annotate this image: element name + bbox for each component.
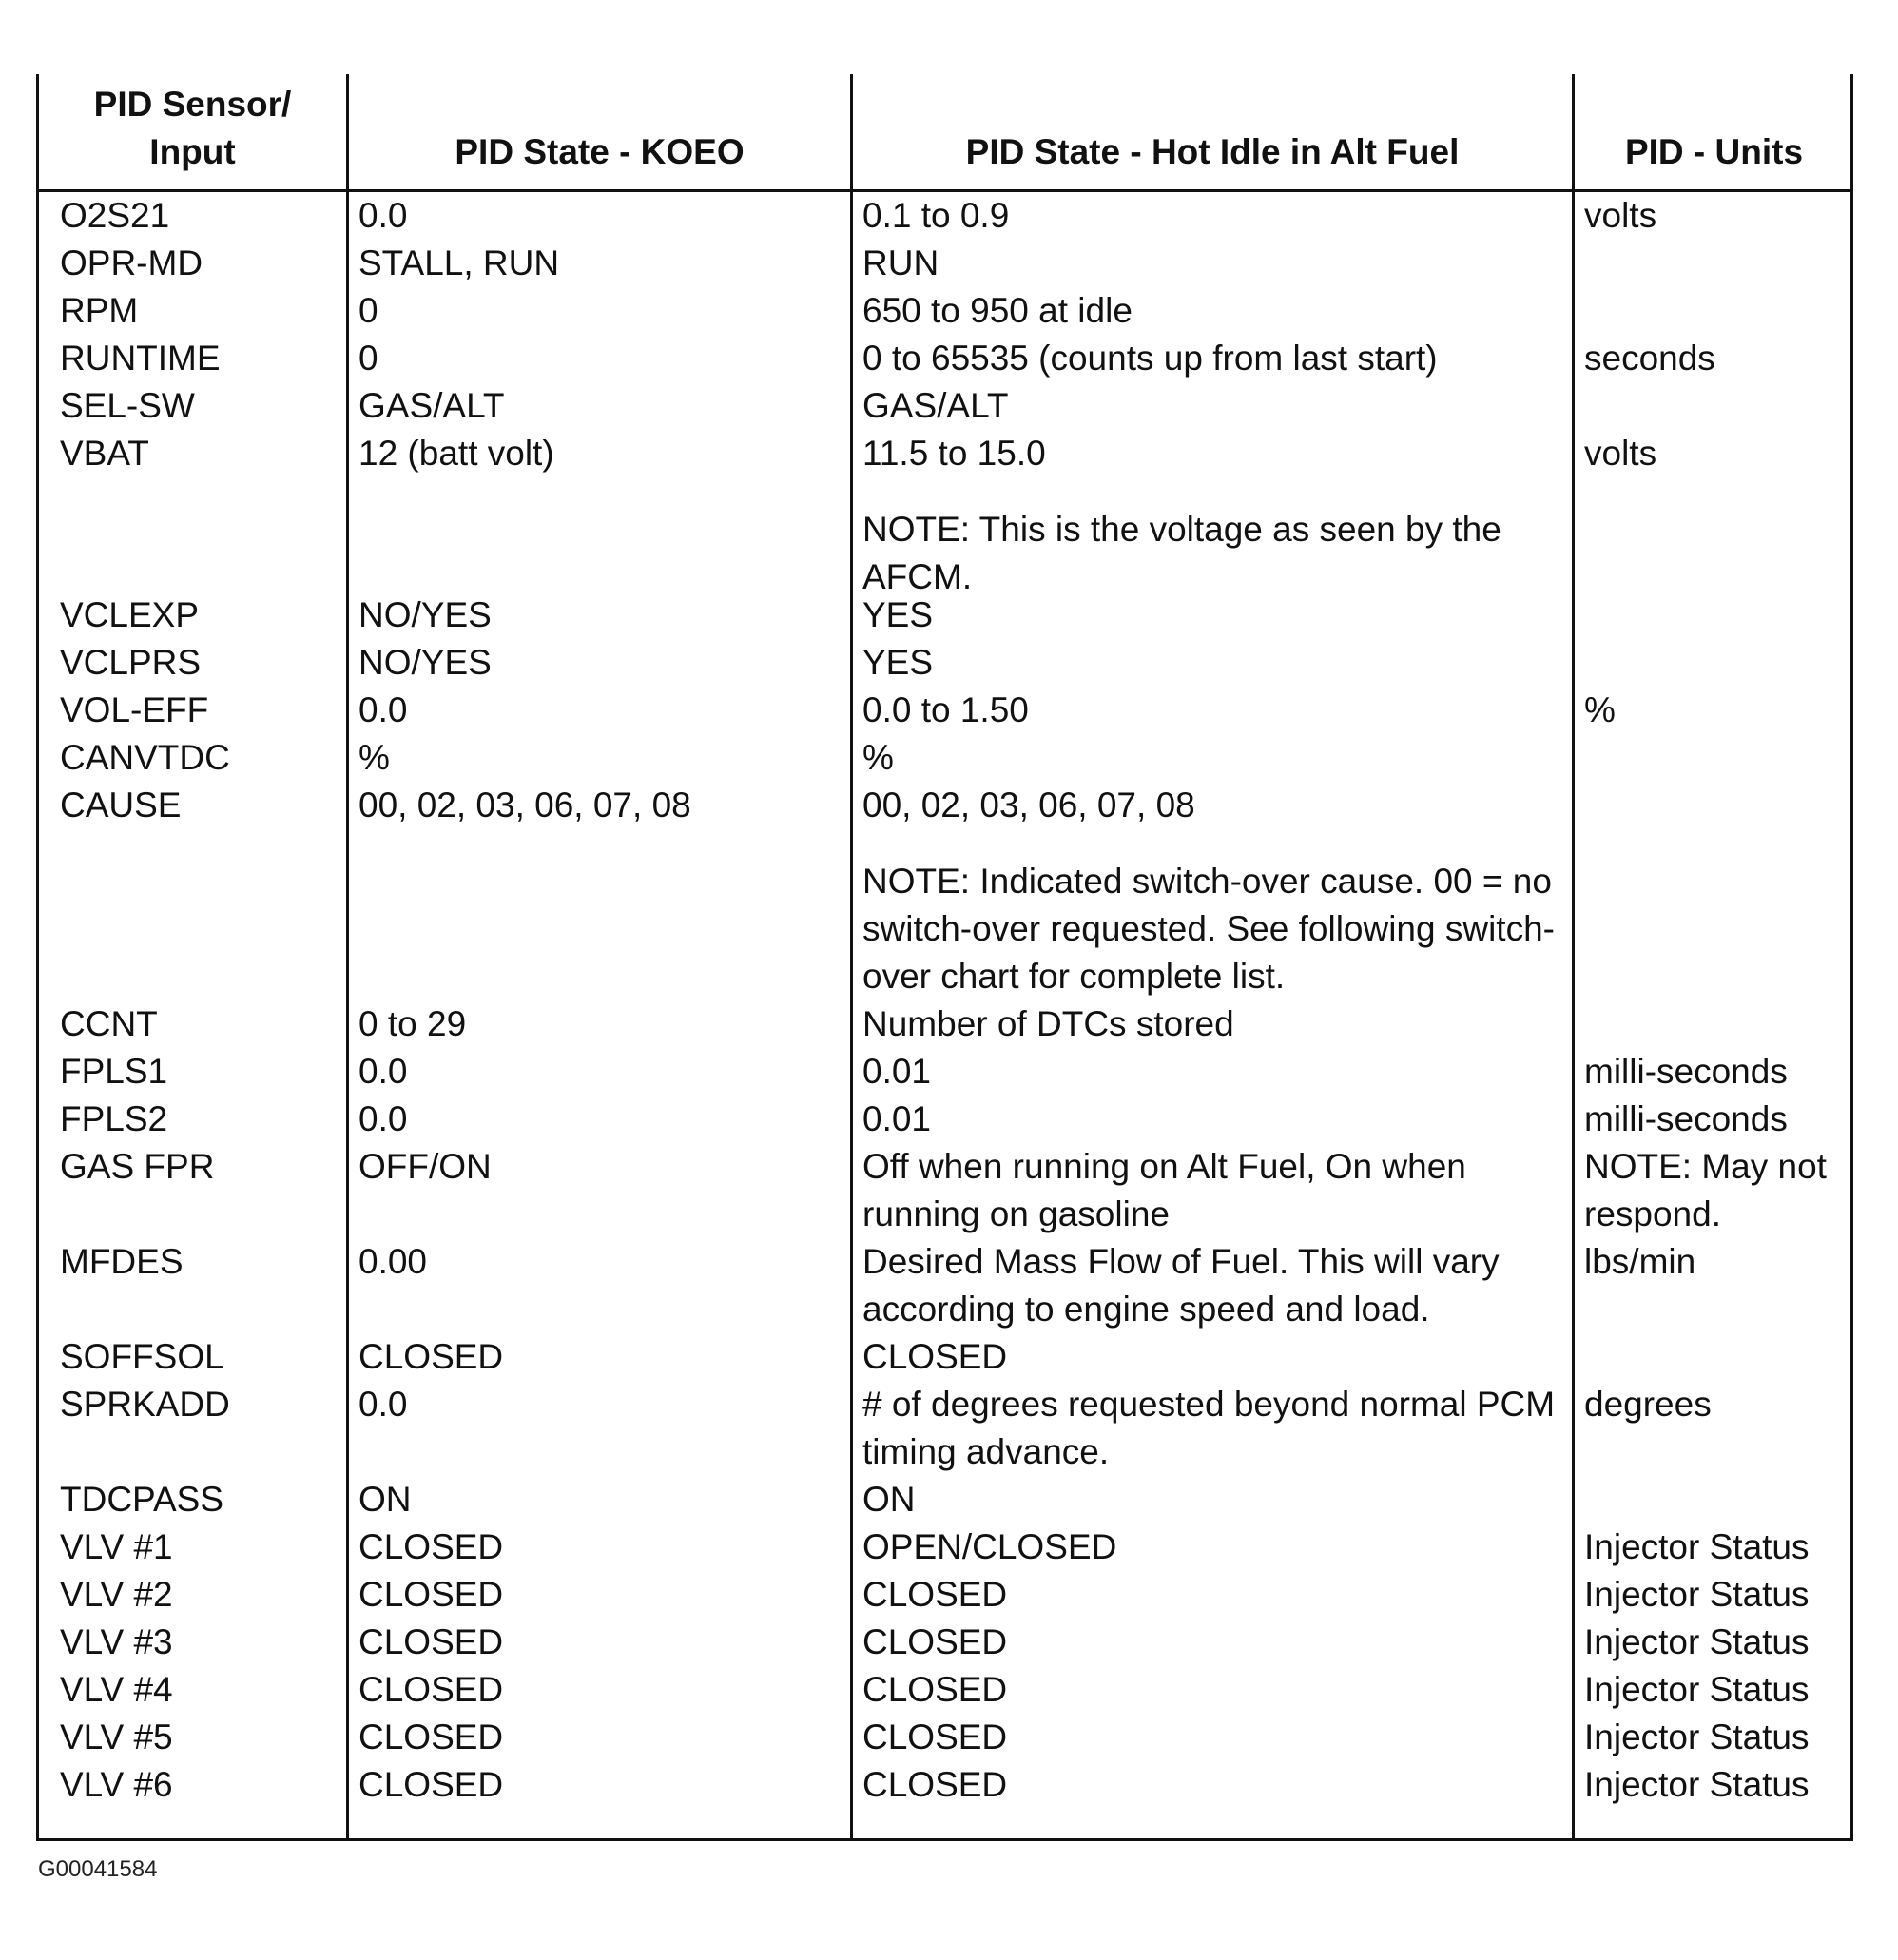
koeo-state-cell: 0.0 (358, 690, 408, 729)
hot-idle-state-cell: CLOSED (862, 1670, 1008, 1709)
pid-cell: VLV #3 (60, 1622, 173, 1661)
units-cell: milli-seconds (1584, 1099, 1788, 1138)
koeo-state-cell: 0.0 (358, 1099, 408, 1138)
pid-cell: SEL-SW (60, 386, 195, 425)
header-pid-state-koeo: PID State - KOEO (455, 132, 745, 171)
pid-cell: VBAT (60, 434, 149, 473)
units-cell: volts (1584, 196, 1657, 235)
koeo-state-cell: OFF/ON (358, 1147, 492, 1186)
hot-idle-state-cell: OPEN/CLOSED (862, 1527, 1117, 1566)
figure-id: G00041584 (38, 1856, 158, 1882)
pid-cell: FPLS2 (60, 1099, 168, 1138)
hot-idle-state-cell: ON (862, 1480, 916, 1519)
hot-idle-state-cell: YES (862, 595, 934, 634)
hot-idle-state-cell: Number of DTCs stored (862, 1004, 1234, 1043)
pid-cell: TDCPASS (60, 1480, 224, 1519)
koeo-state-cell: 0.00 (358, 1242, 428, 1281)
hot-idle-state-cell: 0.01 (862, 1052, 932, 1091)
hot-idle-state-cell: Desired Mass Flow of Fuel. This will vary according to engine speed and load. (862, 1242, 1509, 1329)
pid-cell: MFDES (60, 1242, 184, 1281)
koeo-state-cell: CLOSED (358, 1527, 504, 1566)
koeo-state-cell: 0.0 (358, 1385, 408, 1424)
units-cell: seconds (1584, 339, 1715, 378)
pid-cell: O2S21 (60, 196, 170, 235)
hot-idle-state-cell: CLOSED (862, 1575, 1008, 1614)
hot-idle-state-cell: 0.1 to 0.9 (862, 196, 1010, 235)
pid-cell: VLV #4 (60, 1670, 173, 1709)
pid-cell: CANVTDC (60, 738, 230, 777)
koeo-state-cell: 0.0 (358, 196, 408, 235)
hot-idle-state-cell: RUN (862, 243, 939, 282)
pid-cell: SOFFSOL (60, 1337, 224, 1376)
header-pid-sensor-line1: PID Sensor/ (93, 85, 292, 124)
hot-idle-state-cell: YES (862, 643, 934, 682)
hot-idle-state-cell: CLOSED (862, 1337, 1008, 1376)
pid-cell: VLV #5 (60, 1717, 173, 1756)
table-body (39, 192, 1850, 1838)
hot-idle-state-cell: Off when running on Alt Fuel, On when running on gasoline (862, 1147, 1477, 1233)
pid-cell: RUNTIME (60, 339, 221, 378)
header-pid-sensor-line2: Input (149, 132, 236, 171)
koeo-state-cell: NO/YES (358, 595, 492, 634)
koeo-state-cell: 00, 02, 03, 06, 07, 08 (358, 786, 691, 825)
hot-idle-state-cell: % (862, 738, 894, 777)
koeo-state-cell: ON (358, 1480, 412, 1519)
units-cell: Injector Status (1584, 1670, 1810, 1709)
koeo-state-cell: 0 (358, 291, 378, 330)
units-cell: Injector Status (1584, 1717, 1810, 1756)
hot-idle-state-cell: CLOSED (862, 1765, 1008, 1804)
koeo-state-cell: % (358, 738, 390, 777)
koeo-state-cell: 12 (batt volt) (358, 434, 554, 473)
pid-cell: FPLS1 (60, 1052, 168, 1091)
note-cause: NOTE: Indicated switch-over cause. 00 = no switch-over requested. See following switch-over chart for complete list. (862, 862, 1555, 996)
units-cell: volts (1584, 434, 1657, 473)
pid-cell: RPM (60, 291, 139, 330)
koeo-state-cell: CLOSED (358, 1622, 504, 1661)
units-cell: degrees (1584, 1385, 1712, 1424)
hot-idle-state-cell: CLOSED (862, 1717, 1008, 1756)
koeo-state-cell: CLOSED (358, 1670, 504, 1709)
koeo-state-cell: 0.0 (358, 1052, 408, 1091)
header-pid-sensor-input (39, 74, 346, 189)
pid-cell: VCLEXP (60, 595, 200, 634)
pid-cell: GAS FPR (60, 1147, 215, 1186)
koeo-state-cell: CLOSED (358, 1765, 504, 1804)
pid-table (36, 74, 1853, 1841)
koeo-state-cell: CLOSED (358, 1717, 504, 1756)
koeo-state-cell: CLOSED (358, 1575, 504, 1614)
pid-cell: CAUSE (60, 786, 182, 825)
hot-idle-state-cell: 0.01 (862, 1099, 932, 1138)
hot-idle-state-cell: GAS/ALT (862, 386, 1009, 425)
units-cell: Injector Status (1584, 1622, 1810, 1661)
koeo-state-cell: STALL, RUN (358, 243, 560, 282)
units-cell: % (1584, 690, 1616, 729)
pid-cell: SPRKADD (60, 1385, 230, 1424)
hot-idle-state-cell: 650 to 950 at idle (862, 291, 1133, 330)
header-pid-units: PID - Units (1624, 132, 1804, 171)
note-vbat: NOTE: This is the voltage as seen by the AFCM. (862, 510, 1501, 596)
koeo-state-cell: 0 (358, 339, 378, 378)
units-cell: lbs/min (1584, 1242, 1696, 1281)
units-cell: Injector Status (1584, 1575, 1810, 1614)
hot-idle-state-cell: 0 to 65535 (counts up from last start) (862, 339, 1438, 378)
pid-cell: VLV #1 (60, 1527, 173, 1566)
units-cell: NOTE: May not respond. (1584, 1147, 1837, 1233)
pid-cell: OPR-MD (60, 243, 203, 282)
hot-idle-state-cell: 0.0 to 1.50 (862, 690, 1029, 729)
hot-idle-state-cell: CLOSED (862, 1622, 1008, 1661)
pid-cell: CCNT (60, 1004, 158, 1043)
units-cell: milli-seconds (1584, 1052, 1788, 1091)
pid-cell: VCLPRS (60, 643, 202, 682)
koeo-state-cell: NO/YES (358, 643, 492, 682)
units-cell: Injector Status (1584, 1527, 1810, 1566)
pid-cell: VOL-EFF (60, 690, 209, 729)
koeo-state-cell: CLOSED (358, 1337, 504, 1376)
hot-idle-state-cell: 00, 02, 03, 06, 07, 08 (862, 786, 1195, 825)
koeo-state-cell: GAS/ALT (358, 386, 505, 425)
units-cell: Injector Status (1584, 1765, 1810, 1804)
pid-cell: VLV #2 (60, 1575, 173, 1614)
pid-cell: VLV #6 (60, 1765, 173, 1804)
hot-idle-state-cell: # of degrees requested beyond normal PCM timing advance. (862, 1385, 1565, 1471)
koeo-state-cell: 0 to 29 (358, 1004, 467, 1043)
hot-idle-state-cell: 11.5 to 15.0 (862, 434, 1046, 473)
header-pid-state-hot-idle: PID State - Hot Idle in Alt Fuel (965, 132, 1460, 171)
